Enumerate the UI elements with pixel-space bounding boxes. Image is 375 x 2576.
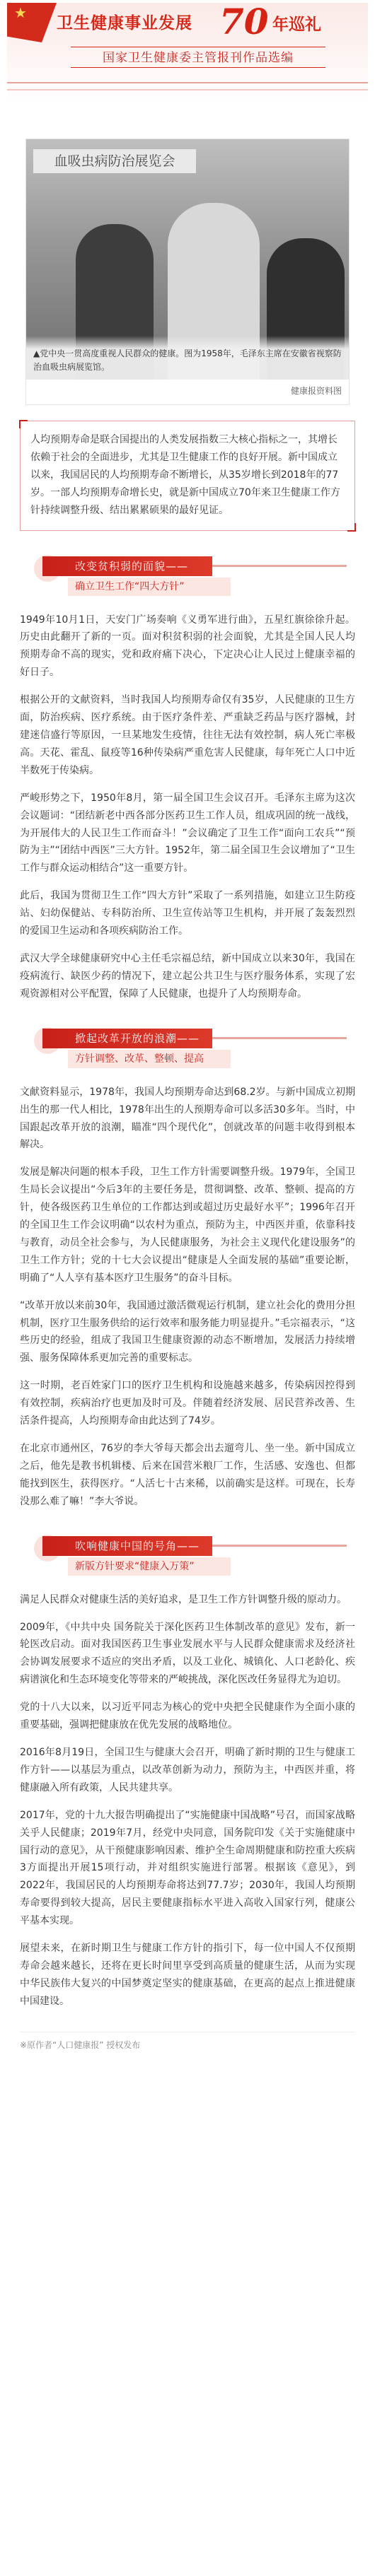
paragraph: 这一时期，老百姓家门口的医疗卫生机构和设施越来越多，传染病因控得到有效控制，疾病治疗也更加及时可及。伴随着经济发展、居民营养改善、生活条件提高，人均预期寿命由此达到了74岁。 bbox=[20, 1380, 355, 1427]
divider bbox=[212, 565, 347, 567]
photo-caption: ▲党中央一贯高度重视人民群众的健康。图为1958年，毛泽东主席在安徽省视察防治血吸虫病展览馆。 bbox=[26, 336, 349, 380]
photo-credit: 健康报资料图 bbox=[290, 386, 342, 396]
section-title: 掀起改革开放的浪潮—— bbox=[42, 1029, 212, 1048]
section-title: 吹响健康中国的号角—— bbox=[42, 1536, 212, 1556]
paragraph: 展望未来，在新时期卫生与健康工作方针的指引下，每一位中国人不仅预期寿命会越来越长，还将在更长时间里享受到高质量的健康生活，从而为实现中华民族伟大复兴的中国梦奠定坚实的健康基础，在更高的起点上推进健康中国建设。 bbox=[20, 1943, 355, 2007]
photo-frame bbox=[25, 139, 350, 405]
banner-subtitle: 国家卫生健康委主管报刊作品选编 bbox=[103, 51, 294, 65]
section-subtitle: 新版方针要求“健康入万策” bbox=[68, 1557, 231, 1576]
section-title: 改变贫积弱的面貌—— bbox=[42, 556, 212, 576]
paragraph: 2016年8月19日，全国卫生与健康大会召开，明确了新时期的卫生与健康工作方针——以基层为重点，以改革创新为动力，预防为主，中西医并重，将健康融入所有政策，人民共建共享。 bbox=[20, 1746, 355, 1793]
paragraph: 此后，我国为贯彻卫生工作“四大方针”采取了一系列措施，如建立卫生防疫站、妇幼保健站、专科防治所、卫生宣传站等卫生机构，并开展了轰轰烈烈的爱国卫生运动和各项疾病防治工作。 bbox=[20, 890, 355, 937]
paragraph: “改革开放以来前30年，我国通过激活微观运行机制，建立社会化的费用分担机制，医疗卫生服务供给的运行效率和服务能力明显提升。”毛宗福表示，“这些历史的经验，组成了我国卫生健康资源的动态不断增加，发展活力持续增强、服务保障体系更加完善的重要标志。 bbox=[20, 1299, 355, 1364]
paragraph: 武汉大学全球健康研究中心主任毛宗福总结，新中国成立以来30年，我国在疫病流行、缺医少药的情况下，建立起公共卫生与医疗服务体系，实现了宏观资源相对公平配置，保障了人民健康，也提升了人均预期寿命。 bbox=[20, 952, 355, 1000]
paragraph: 满足人民群众对健康生活的美好追求，是卫生工作方针调整升级的原动力。 bbox=[20, 1593, 347, 1605]
paragraph: 党的十八大以来，以习近平同志为核心的党中央把全民健康作为全面小康的重要基础，强调把健康放在优先发展的战略地位。 bbox=[20, 1702, 355, 1731]
section-subtitle: 确立卫生工作“四大方针” bbox=[68, 578, 231, 596]
banner-title-suffix: 年巡礼 bbox=[272, 15, 321, 34]
paragraph: 2017年，党的十九大报告明确提出了“实施健康中国战略”号召，而国家战略关乎人民健康；2019年7月，经党中央同意，国务院印发《关于实施健康中国行动的意见》，从干预健康影响因素、维护全生命周期健康和防控重大疾病3方面提出开展15项行动，并对组织实施进行部署。根据该《意见》，到2022年，我国居民的人均预期寿命将达到77.7岁；2030年，我国人均预期寿命要得到较大提高，居民主要健康指标水平进入高收入国家行列，健康公平基本实现。 bbox=[20, 1809, 355, 1927]
section-header-2 bbox=[7, 1021, 368, 1074]
footer-credit: ※原作者“人口健康报” 授权发布 bbox=[20, 2032, 355, 2053]
seventy-logo: 70 bbox=[219, 3, 269, 42]
intro-text: 人均预期寿命是联合国提出的人类发展指数三大核心指标之一，其增长依赖于社会的全面进步，尤其是卫生健康工作的良好开展。新中国成立以来，我国居民的人均预期寿命不断增长，从35岁增长到2018年的77岁。一部人均预期寿命增长史，就是新中国成立70年来卫生健康工作方针持续调整升级、结出累累硕果的最好见证。 bbox=[30, 433, 340, 517]
divider bbox=[7, 89, 368, 90]
paragraph: 根据公开的文献资料，当时我国人均预期寿命仅有35岁，人民健康的卫生方面，防治疾病、医疗系统。由于医疗条件差、严重缺乏药品与医疗器械，封建迷信盛行等原因，一旦某地发生疫情，往往无法有效控制，病人死亡率极高。天花、霍乱、鼠疫等16种传染病严重危害人民健康，每年死亡人口中近半数死于传染病。 bbox=[20, 694, 355, 776]
divider bbox=[212, 1545, 347, 1547]
banner-title: 卫生健康事业发展 bbox=[57, 13, 192, 33]
paragraph: 在北京市通州区，76岁的李大爷每天都会出去遛弯儿、坐一坐。新中国成立之后，他先是教书机辑楼、后来在国营米粮厂工作，生活感、安逸也、但都能找到医生，获得医疗。“人活七十古来稀，以前确实是这样。可现在，长寿没那么难了嘛！”李大爷说。 bbox=[20, 1443, 355, 1507]
section-header-1 bbox=[7, 549, 368, 602]
banner-subtitle-bar bbox=[71, 47, 325, 68]
divider bbox=[212, 1037, 347, 1039]
divider bbox=[7, 82, 368, 83]
star-icon: ★ bbox=[14, 4, 27, 21]
section-header-3 bbox=[7, 1529, 368, 1581]
historical-photo bbox=[26, 139, 349, 380]
header-banner bbox=[7, 3, 368, 129]
intro-box bbox=[20, 421, 355, 531]
paragraph: 2009年，《中共中央 国务院关于深化医药卫生体制改革的意见》发布，新一轮医改启动。面对我国医药卫生事业发展水平与人民群众健康需求及经济社会协调发展要求不适应的突出矛盾，以及工业化、城镇化、人口老龄化、疾病谱演化和生态环境变化等带来的严峻挑战，深化医改任务显得尤为迫切。 bbox=[20, 1621, 355, 1686]
photo-sign: 血吸虫病防治展览会 bbox=[33, 149, 196, 173]
paragraph: 文献资料显示，1978年，我国人均预期寿命达到68.2岁。与新中国成立初期出生的那一代人相比，1978年出生的人预期寿命可以多活30多年。当时，中国跟起改革开放的浪潮，瞄准“四个现代化”，创就改革的问题丰收得到根本解决。 bbox=[20, 1086, 355, 1151]
paragraph: 发展是解决问题的根本手段，卫生工作方针需要调整升级。1979年，全国卫生局长会议提出“今后3年的主要任务是，贯彻调整、改革、整顿、提高的方针，使各级医药卫生单位的工作都达到或超过历史最好水平”；1996年召开的全国卫生工作会议明确“以农村为重点，预防为主，中西医并重，依靠科技与教育，动员全社会参与，为人民健康服务，为社会主义现代化建设服务”的卫生工作方针；党的十七大会议提出“健康是人全面发展的基础”重要论断，明确了“人人享有基本医疗卫生服务”的奋斗目标。 bbox=[20, 1166, 355, 1284]
paragraph: 严峻形势之下，1950年8月，第一届全国卫生会议召开。毛泽东主席为这次会议题词：“团结新老中西各部分医药卫生工作人员，组成巩固的统一战线，为开展伟大的人民卫生工作而奋斗！”会议确定了卫生工作“面向工农兵”“预防为主”“团结中西医”三大方针。1952年，第二届全国卫生会议增加了“卫生工作与群众运动相结合”这一重要方针。 bbox=[20, 792, 355, 874]
paragraph: 1949年10月1日，天安门广场奏响《义勇军进行曲》，五星红旗徐徐升起。历史由此翻开了新的一页。面对积贫积弱的社会面貌，尤其是全国人民人均预期寿命不高的现实，党和政府痛下决心，下定决心让人民过上健康幸福的好日子。 bbox=[20, 614, 355, 679]
section-subtitle: 方针调整、改革、整顿、提高 bbox=[68, 1050, 231, 1068]
